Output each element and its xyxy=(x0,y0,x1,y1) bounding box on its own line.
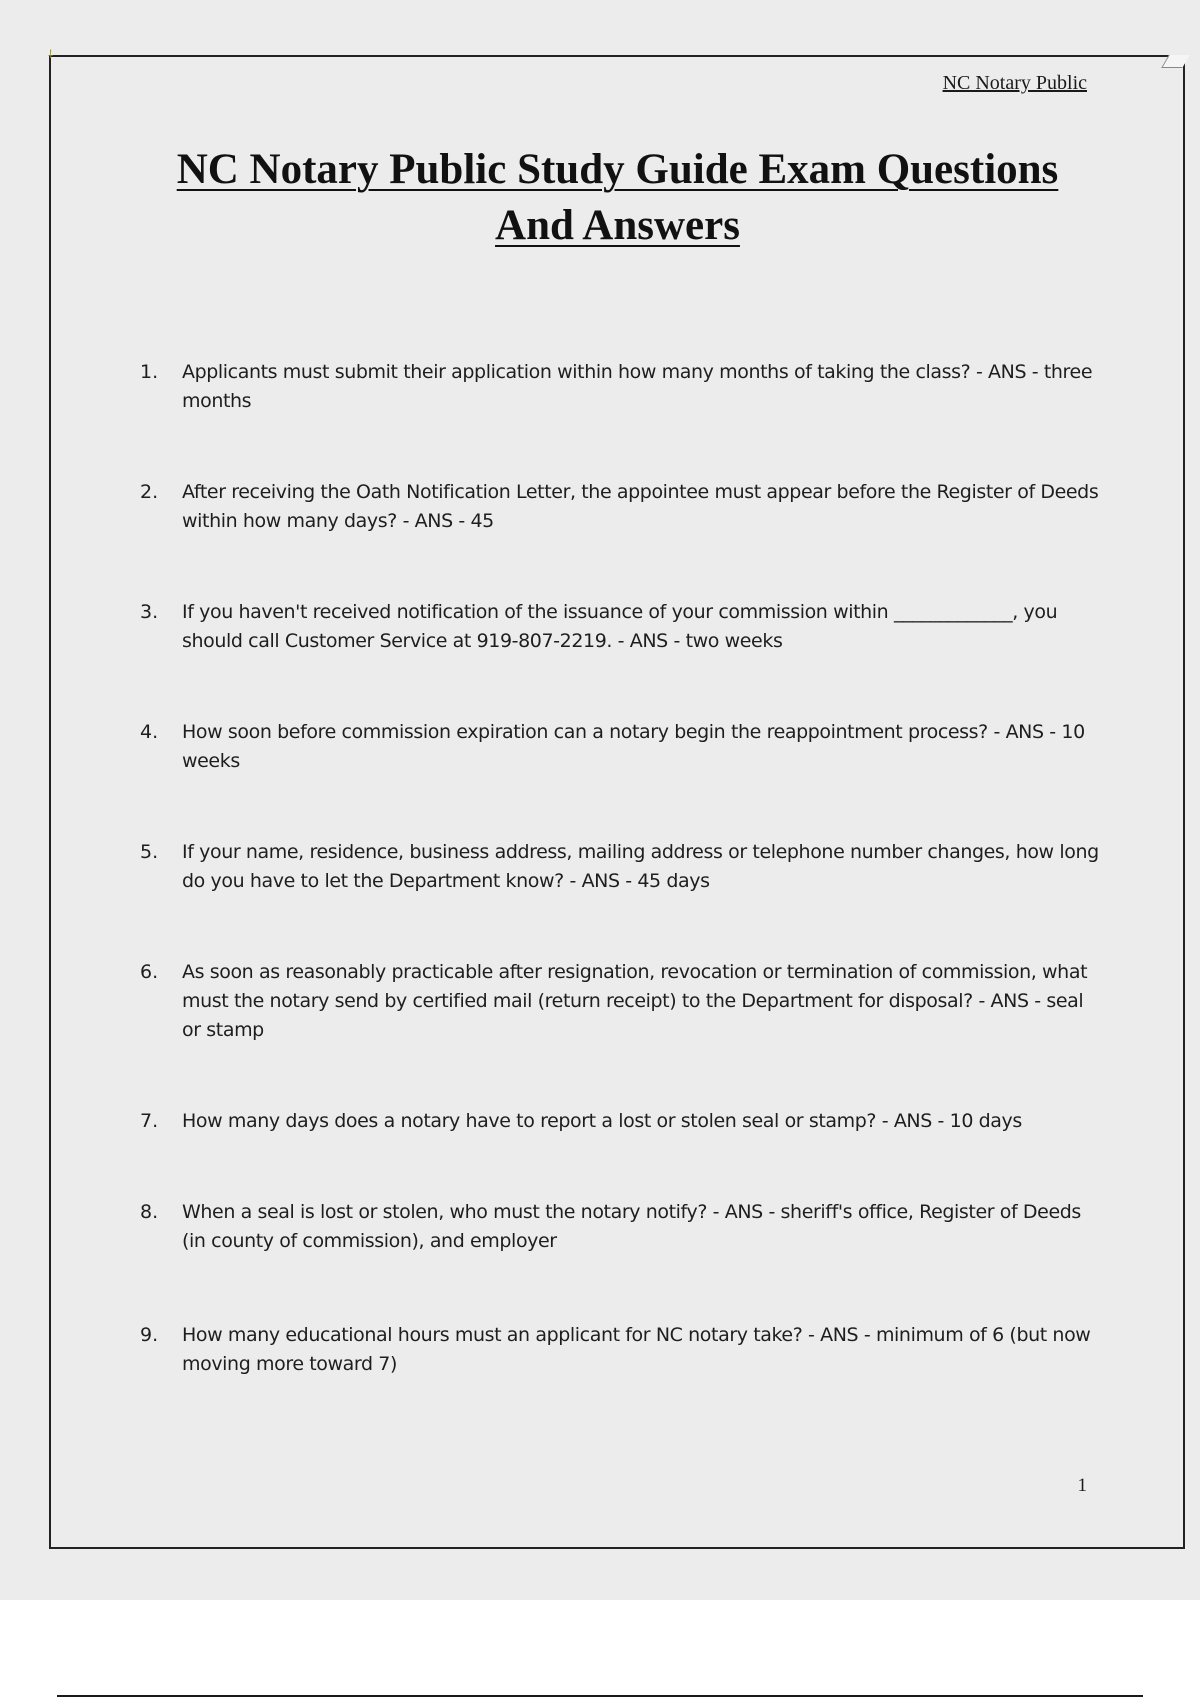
question-text: How many educational hours must an applicant for NC notary take? - ANS - minimum of 6 (but now moving more toward 7) xyxy=(182,1324,1091,1375)
question-number: 2. xyxy=(140,481,159,503)
question-number: 3. xyxy=(140,601,159,623)
list-item xyxy=(140,718,1100,776)
question-number: 7. xyxy=(140,1110,159,1132)
list-item xyxy=(140,838,1100,896)
question-text: If you haven't received notification of the issuance of your commission within _____________, you should call Customer Service at 919-807-2219. - ANS - two weeks xyxy=(182,601,1058,652)
anchor-icon: ⸸ xyxy=(48,48,54,61)
question-text: Applicants must submit their application within how many months of taking the class? - ANS - three months xyxy=(182,361,1093,412)
list-item xyxy=(140,478,1100,536)
question-text: How soon before commission expiration can a notary begin the reappointment process? - ANS - 10 weeks xyxy=(182,721,1085,772)
list-item xyxy=(140,1107,1100,1136)
question-text: As soon as reasonably practicable after resignation, revocation or termination of commission, what must the notary send by certified mail (return receipt) to the Department for disposal? - ANS - seal or stamp xyxy=(182,961,1088,1041)
divider xyxy=(57,1695,1143,1697)
title-line-2: And Answers xyxy=(495,202,740,249)
question-number: 4. xyxy=(140,721,159,743)
question-number: 8. xyxy=(140,1201,159,1223)
list-item xyxy=(140,1198,1100,1256)
list-item xyxy=(140,1321,1100,1379)
running-header: NC Notary Public xyxy=(942,72,1087,94)
question-text: If your name, residence, business address, mailing address or telephone number changes, how long do you have to let the Department know? - ANS - 45 days xyxy=(182,841,1099,892)
question-number: 5. xyxy=(140,841,159,863)
list-item xyxy=(140,958,1100,1045)
page-number: 1 xyxy=(1077,1475,1087,1496)
question-number: 1. xyxy=(140,361,159,383)
list-item xyxy=(140,358,1100,416)
question-text: When a seal is lost or stolen, who must the notary notify? - ANS - sheriff's office, Register of Deeds (in county of commission), and employer xyxy=(182,1201,1081,1252)
document-title xyxy=(130,142,1105,254)
list-item xyxy=(140,598,1100,656)
question-number: 6. xyxy=(140,961,159,983)
question-text: After receiving the Oath Notification Letter, the appointee must appear before the Register of Deeds within how many days? - ANS - 45 xyxy=(182,481,1099,532)
title-line-1: NC Notary Public Study Guide Exam Questions xyxy=(176,146,1059,193)
question-number: 9. xyxy=(140,1324,159,1346)
question-text: How many days does a notary have to report a lost or stolen seal or stamp? - ANS - 10 days xyxy=(182,1110,1022,1132)
